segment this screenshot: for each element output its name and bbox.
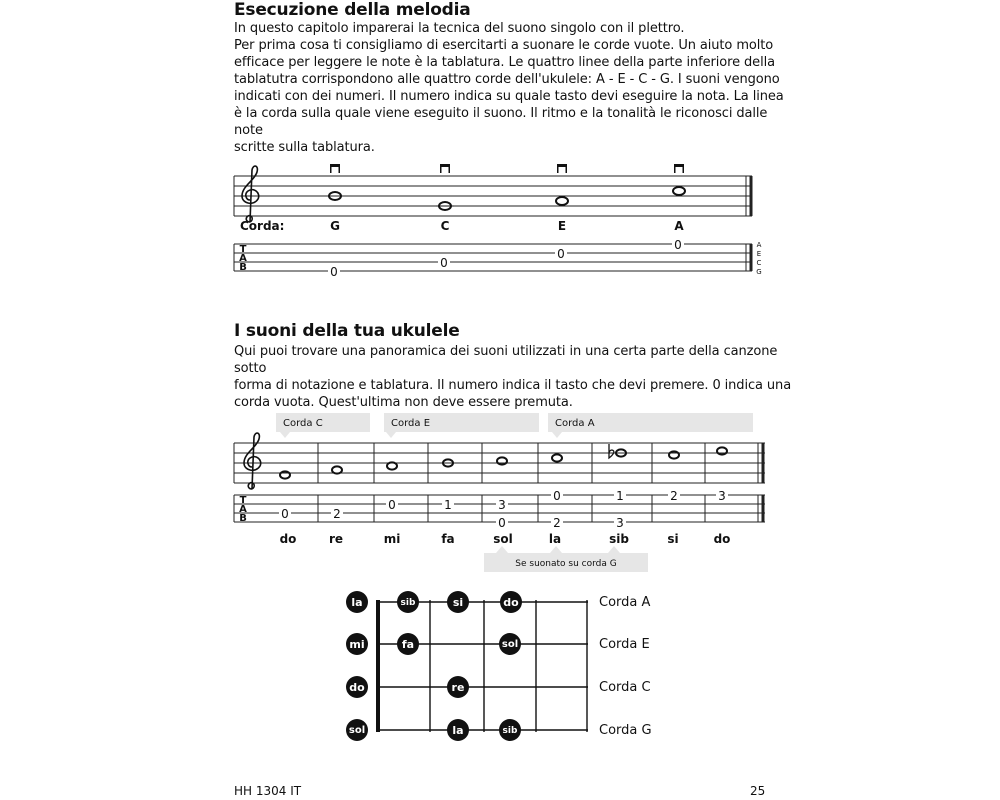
note-name: do (279, 532, 297, 546)
tab-letter: A (239, 504, 247, 515)
fret-dot-label: sol (348, 725, 366, 736)
flat-icon (609, 444, 614, 458)
tab2-number: 2 (333, 507, 341, 521)
pick-stroke-marks (330, 164, 684, 173)
note-name: do (713, 532, 731, 546)
tab-letter: B (239, 513, 247, 524)
tab2-number: 1 (616, 489, 624, 503)
tab2-number: 1 (444, 498, 452, 512)
footer-code: HH 1304 IT (234, 784, 302, 798)
tab-letter: T (239, 244, 247, 255)
section2-paragraph: Qui puoi trovare una panoramica dei suoni utilizzati in una certa parte della canzone sotto forma di notazione e tablatura. Il numero indica il tasto che devi premere. 0 indica una corda vuota. Quest'ultima non deve essere premuta. (234, 344, 792, 410)
fret-dot-label: la (351, 596, 363, 609)
staff-2 (234, 443, 765, 483)
tab2-number: 0 (388, 498, 396, 512)
fret-dot-label: sol (501, 639, 519, 650)
treble-clef-icon (244, 433, 261, 489)
whole-notes-1 (329, 187, 685, 210)
page-number: 25 (750, 784, 766, 798)
section2-title: I suoni della tua ukulele (234, 321, 460, 341)
tab1-number: 0 (557, 247, 565, 261)
fret-dot-label: sib (502, 726, 518, 736)
tab1-number: 0 (440, 256, 448, 270)
fret-dot-label: la (452, 724, 464, 737)
treble-clef-icon (242, 166, 259, 222)
string-name: A (674, 219, 684, 233)
note-name: sib (609, 532, 629, 546)
string-name: G (330, 219, 340, 233)
fret-dot-label: mi (349, 638, 365, 651)
fret-dot-label: sib (400, 598, 416, 608)
tab2-number: 0 (553, 489, 561, 503)
string-label-a: Corda A (599, 595, 651, 610)
tab-letter: T (239, 495, 247, 506)
corda-tag-a: Corda A (555, 418, 595, 429)
tab2-number: 0 (498, 516, 506, 530)
fret-dot-label: si (452, 596, 464, 609)
tab-letter: A (239, 253, 247, 264)
tab2-number: 0 (281, 507, 289, 521)
string-name: E (557, 219, 567, 233)
string-label-e: Corda E (599, 637, 650, 652)
fret-dot-label: re (451, 681, 465, 694)
tuning-label: C (756, 259, 762, 267)
note-name: mi (383, 532, 401, 546)
fretboard (376, 600, 588, 732)
section1-title: Esecuzione della melodia (234, 0, 471, 20)
corda-tag-c: Corda C (283, 418, 323, 429)
note-name: sol (493, 532, 513, 546)
g-string-note: Se suonato su corda G (515, 559, 617, 569)
tab2-number: 3 (616, 516, 624, 530)
tab1-number: 0 (674, 238, 682, 252)
tab2-number: 2 (553, 516, 561, 530)
corda-tag-e: Corda E (391, 418, 431, 429)
tuning-label: A (756, 241, 762, 249)
tab2-number: 3 (498, 498, 506, 512)
tab-letter: B (239, 262, 247, 273)
tab2-number: 3 (718, 489, 726, 503)
corda-label: Corda: (240, 219, 285, 233)
corda-tags (276, 413, 753, 438)
string-name: C (440, 219, 450, 233)
note-name: la (548, 532, 562, 546)
string-label-g: Corda G (599, 723, 652, 738)
tuning-label: G (756, 268, 762, 276)
fret-dot-label: do (503, 596, 519, 609)
fret-dot-label: do (349, 681, 365, 694)
staff-1 (234, 176, 752, 216)
note-name: re (328, 532, 344, 546)
tab2-number: 2 (670, 489, 678, 503)
tab1-number: 0 (330, 265, 338, 279)
tuning-label: E (756, 250, 762, 258)
fret-dot-label: fa (401, 638, 415, 651)
note-name: si (667, 532, 679, 546)
section1-paragraph: In questo capitolo imparerai la tecnica del suono singolo con il plettro. Per prima cosa ti consigliamo di esercitarti a suonare le corde vuote. Un aiuto molto efficace per leggere le note è la tablatura. Le quattro linee della parte inferiore della tablatutra corrispondono alle quattro corde dell'ukulele: A - E - C - G. I suoni vengono indicati con dei numeri. Il numero indica su quale tasto devi eseguire la nota. La linea è la corda sulla quale viene eseguito il suono. Il ritmo e la tonalità le riconosci dalle note scritte sulla tablatura. (234, 21, 784, 155)
string-label-c: Corda C (599, 680, 651, 695)
note-name: fa (441, 532, 455, 546)
